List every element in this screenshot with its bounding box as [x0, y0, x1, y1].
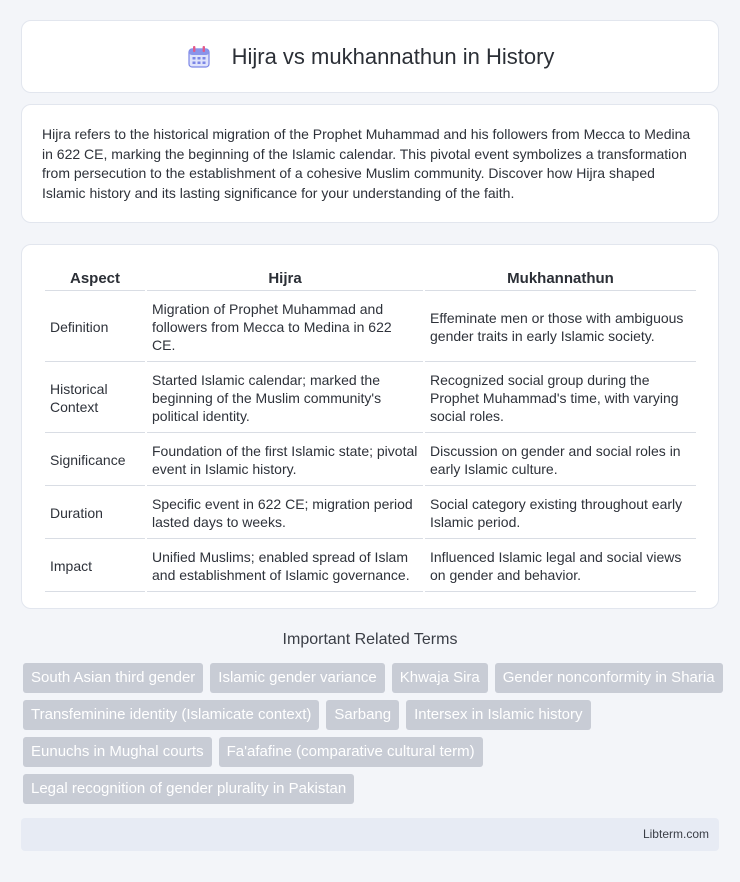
header-mukhannathun: Mukhannathun: [425, 267, 696, 291]
comparison-table-card: [21, 244, 719, 609]
related-term-tag[interactable]: Islamic gender variance: [210, 663, 384, 693]
related-term-tag[interactable]: Fa'afafine (comparative cultural term): [219, 737, 483, 767]
title-card: [21, 20, 719, 93]
related-term-tag[interactable]: Transfeminine identity (Islamicate context): [23, 700, 319, 730]
intro-text: Hijra refers to the historical migration of the Prophet Muhammad and his followers from Mecca to Medina in 622 CE, marking the beginning of the Islamic calendar. This pivotal event symbolizes a transformation from persecution to the establishment of a cohesive Muslim community. Discover how Hijra shaped Islamic history and its lasting significance for your understanding of the faith.: [42, 126, 691, 201]
table-header-row: [45, 267, 696, 291]
footer: [21, 818, 719, 851]
table-cell: Specific event in 622 CE; migration period lasted days to weeks.: [147, 488, 423, 539]
page-title: Hijra vs mukhannathun in History: [231, 43, 555, 69]
table-cell: Recognized social group during the Prophet Muhammad's time, with varying social roles.: [425, 364, 696, 433]
related-term-tag[interactable]: Gender nonconformity in Sharia: [495, 663, 723, 693]
header-hijra: Hijra: [147, 267, 423, 291]
table-cell: Social category existing throughout early Islamic period.: [425, 488, 696, 539]
calendar-icon: [186, 44, 212, 70]
table-cell: Unified Muslims; enabled spread of Islam and establishment of Islamic governance.: [147, 541, 423, 592]
table-row: [45, 293, 696, 362]
related-term-tag[interactable]: South Asian third gender: [23, 663, 203, 693]
table-cell: Definition: [45, 293, 145, 362]
related-term-tag[interactable]: Khwaja Sira: [392, 663, 488, 693]
table-row: [45, 541, 696, 592]
table-cell: Discussion on gender and social roles in early Islamic culture.: [425, 435, 696, 486]
table-cell: Significance: [45, 435, 145, 486]
table-cell: Started Islamic calendar; marked the beginning of the Muslim community's political identity.: [147, 364, 423, 433]
table-row: [45, 488, 696, 539]
header-aspect: Aspect: [45, 267, 145, 291]
related-terms-list: [23, 663, 723, 804]
comparison-table: [43, 265, 698, 594]
related-term-tag[interactable]: Legal recognition of gender plurality in Pakistan: [23, 774, 354, 804]
table-row: [45, 435, 696, 486]
related-term-tag[interactable]: Eunuchs in Mughal courts: [23, 737, 212, 767]
table-cell: Migration of Prophet Muhammad and followers from Mecca to Medina in 622 CE.: [147, 293, 423, 362]
table-cell: Impact: [45, 541, 145, 592]
table-row: [45, 364, 696, 433]
table-cell: Foundation of the first Islamic state; pivotal event in Islamic history.: [147, 435, 423, 486]
table-cell: Effeminate men or those with ambiguous gender traits in early Islamic society.: [425, 293, 696, 362]
related-term-tag[interactable]: Intersex in Islamic history: [406, 700, 590, 730]
footer-site-link[interactable]: Libterm.com: [642, 827, 709, 841]
table-cell: Duration: [45, 488, 145, 539]
intro-card: [21, 104, 719, 223]
related-terms-title: Important Related Terms: [282, 631, 458, 648]
related-term-tag[interactable]: Sarbang: [326, 700, 399, 730]
table-cell: Historical Context: [45, 364, 145, 433]
table-cell: Influenced Islamic legal and social views on gender and behavior.: [425, 541, 696, 592]
